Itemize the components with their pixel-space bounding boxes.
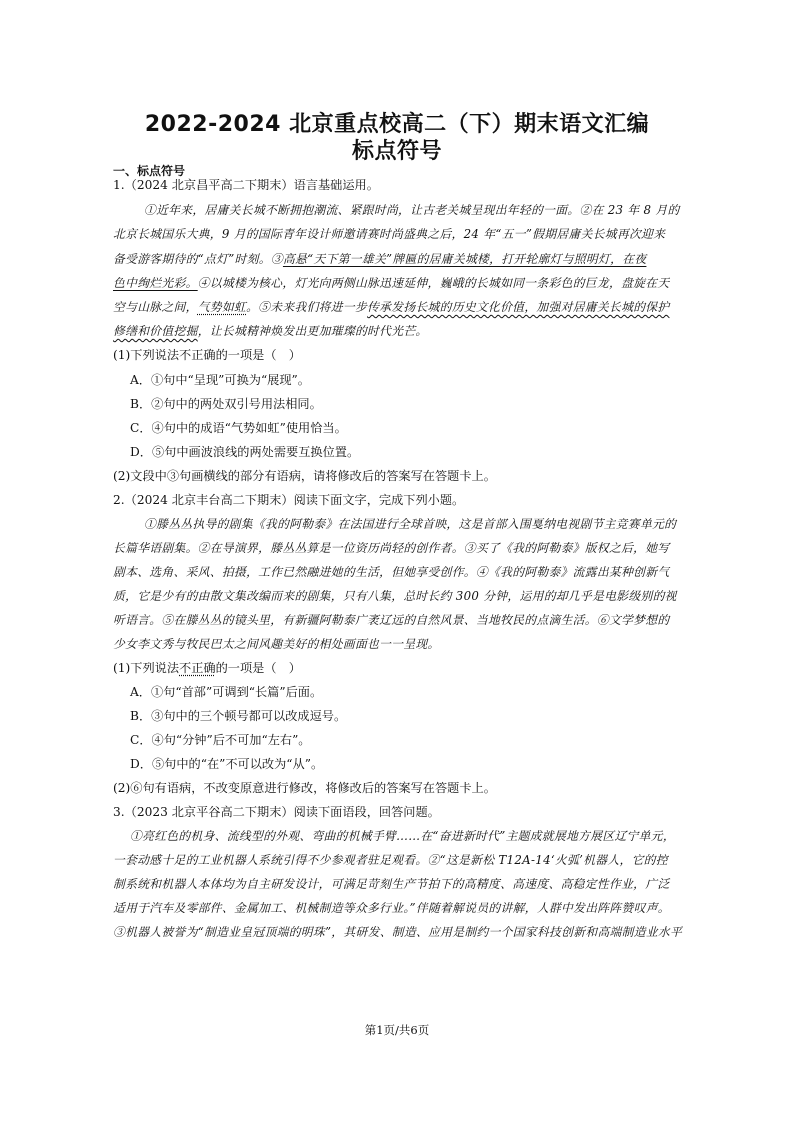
- option-b: B．②句中的两处双引号用法相同。: [130, 397, 322, 411]
- underlined-sentence: 高悬“天下第一雄关”牌匾的居庸关城楼，打开轮廓灯与照明灯，在夜: [282, 252, 647, 266]
- passage-line: 色中绚烂光彩。④以城楼为核心，灯光向两侧山脉迅速延伸，巍峨的长城如同一条彩色的巨龙，盘旋在天: [113, 276, 670, 290]
- page-title: 2022-2024 北京重点校高二（下）期末语文汇编: [144, 112, 650, 137]
- wavy-underline-text: 修缮和价值挖掘: [113, 324, 198, 338]
- option-d: D．⑤句中画波浪线的两处需要互换位置。: [130, 445, 360, 459]
- passage-line: 北京长城国乐大典，9 月的国际青年设计师邀请赛时尚盛典之后，24 年“五一”假期居庸关长城再次迎来: [113, 227, 666, 241]
- question-3-heading: 3.（2023 北京平谷高二下期末）阅读下面语段，回答问题。: [113, 805, 440, 819]
- passage-line: 少女李文秀与牧民巴太之间风趣美好的相处画面也一一呈现。: [113, 637, 440, 651]
- passage-line: ①滕丛丛执导的剧集《我的阿勒泰》在法国进行全球首映，这是首部入围戛纳电视剧节主竞赛单元的: [144, 517, 677, 531]
- passage-line: 制系统和机器人本体均为自主研发设计，可满足苛刻生产节拍下的高精度、高速度、高稳定性作业，广泛: [113, 877, 670, 891]
- passage-line: ①亮红色的机身、流线型的外观、弯曲的机械手臂……在“奋进新时代”主题成就展地方展区辽宁单元，: [130, 829, 675, 843]
- dotted-word: 气势如虹: [197, 300, 247, 314]
- passage-line: 一套动感十足的工业机器人系统引得不少参观者驻足观看。②“这是新松 T12A-14‘火弧’机器人，它的控: [113, 853, 668, 867]
- passage-line: ①近年来，居庸关长城不断拥抱潮流、紧跟时尚，让古老关城呈现出年轻的一面。②在 23 年 8 月的: [144, 203, 680, 217]
- question-2-heading: 2.（2024 北京丰台高二下期末）阅读下面文字，完成下列小题。: [113, 493, 465, 507]
- sub-question: (1)下列说法不正确的一项是（ ）: [113, 348, 301, 362]
- passage-line: 修缮和价值挖掘，让长城精神焕发出更加璀璨的时代光芒。: [113, 324, 428, 338]
- option-b: B．③句中的三个顿号都可以改成逗号。: [130, 709, 347, 723]
- passage-line: 长篇华语剧集。②在导演界，滕丛丛算是一位资历尚轻的创作者。③买了《我的阿勒泰》版权之后，她写: [113, 541, 670, 555]
- passage-line: 备受游客期待的“点灯”时刻。③高悬“天下第一雄关”牌匾的居庸关城楼，打开轮廓灯与照明灯，在夜: [113, 252, 647, 266]
- question-1-heading: 1.（2024 北京昌平高二下期末）语言基础运用。: [113, 178, 379, 192]
- sub-question: (1)下列说法不正确的一项是（ ）: [113, 661, 301, 675]
- passage-line: 空与山脉之间，气势如虹。⑤未来我们将进一步传承发扬长城的历史文化价值，加强对居庸关长城的保护: [113, 300, 670, 314]
- wavy-underline-text: 传承发扬长城的历史文化价值，加强对居庸关长城的保护: [367, 300, 670, 314]
- sub-question: (2)⑥句有语病，不改变原意进行修改，将修改后的答案写在答题卡上。: [113, 781, 496, 795]
- emphasis-dots: 不正确: [179, 661, 216, 675]
- option-d: D．⑤句中的“在”不可以改为“从”。: [130, 757, 324, 771]
- passage-line: 质，它是少有的由散文集改编而来的剧集，只有八集，总时长约 300 分钟，运用的却几乎是电影级别的视: [113, 589, 677, 603]
- sub-question: (2)文段中③句画横线的部分有语病，请将修改后的答案写在答题卡上。: [113, 469, 496, 483]
- option-c: C．④句中的成语“气势如虹”使用恰当。: [130, 421, 347, 435]
- passage-line: 剧本、选角、采风、拍摄，工作已然融进她的生活，但她享受创作。④《我的阿勒泰》流露出某种创新气: [113, 565, 670, 579]
- option-c: C．④句“分钟”后不可加“左右”。: [130, 733, 311, 747]
- option-a: A．①句中“呈现”可换为“展现”。: [130, 373, 310, 387]
- page-subtitle: 标点符号: [351, 139, 442, 164]
- section-title: 一、标点符号: [113, 164, 186, 178]
- passage-line: ③机器人被誉为“制造业皇冠顶端的明珠”，其研发、制造、应用是制约一个国家科技创新和高端制造业水平: [113, 925, 683, 939]
- passage-line: 适用于汽车及零部件、金属加工、机械制造等众多行业。”伴随着解说员的讲解，人群中发出阵阵赞叹声。: [113, 901, 670, 915]
- option-a: A．①句“首部”可调到“长篇”后面。: [130, 685, 323, 699]
- passage-line: 听语言。⑤在滕丛丛的镜头里，有新疆阿勒泰广袤辽远的自然风景、当地牧民的点滴生活。⑥文学梦想的: [113, 613, 670, 627]
- underlined-sentence: 色中绚烂光彩。: [113, 276, 198, 290]
- page-number: 第1页/共6页: [364, 1023, 430, 1037]
